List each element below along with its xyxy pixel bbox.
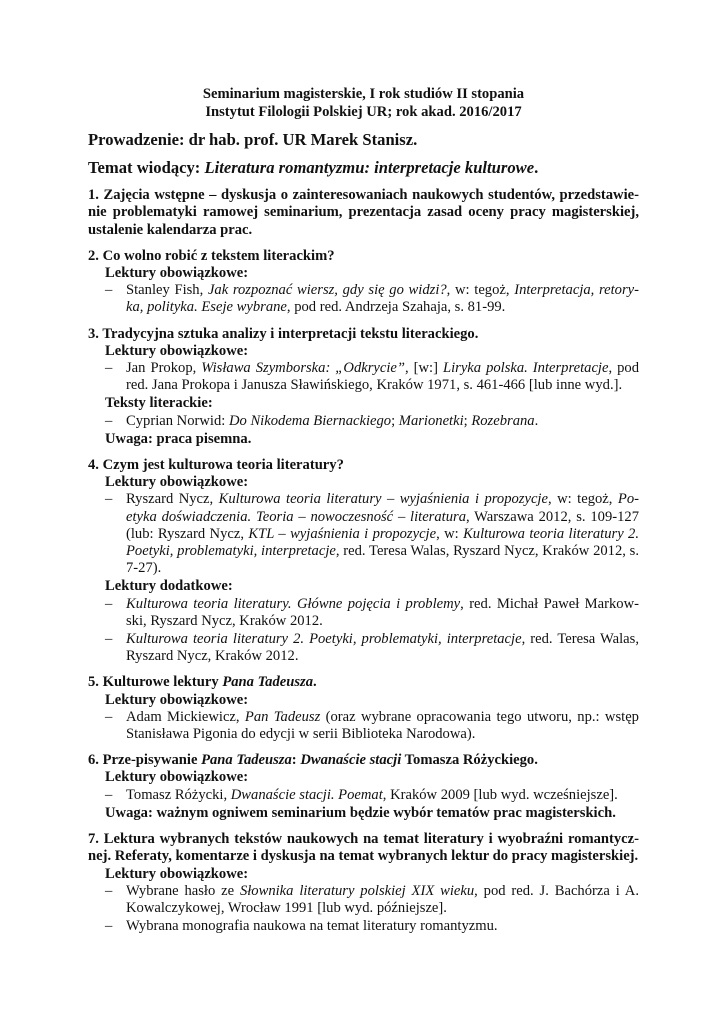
- section-6-note: Uwaga: ważnym ogniwem seminarium będzie wybór tematów prac magisterskich.: [105, 804, 616, 821]
- dash-bullet: –: [105, 595, 113, 612]
- section-3: [88, 326, 639, 448]
- section-4-list-1: [88, 491, 639, 577]
- section-7: [88, 831, 639, 935]
- dash-bullet: –: [105, 491, 113, 508]
- dash-bullet: –: [105, 786, 113, 803]
- section-7-list: [88, 883, 639, 936]
- section-1: [88, 187, 639, 239]
- document-title-line-2: Instytut Filologii Polskiej UR; rok akad. 2016/2017: [205, 103, 522, 120]
- section-3-heading: 3. Tradycyjna sztuka analizy i interpretacji tekstu literackiego.: [88, 325, 479, 342]
- section-3-list-2: [88, 413, 639, 430]
- section-5-heading: 5. Kulturowe lektury Pana Tadeusza.: [88, 674, 317, 691]
- section-3-list-1: [88, 360, 639, 394]
- dash-bullet: –: [105, 882, 113, 899]
- list-item: – Wybrane hasło ze Słownika literatury polskiej XIX wieku, pod red. J. Bachórza i A. Kowalczykowej, Wrocław 1991 [lub wyd. późniejsze].: [105, 882, 639, 916]
- section-4-heading: 4. Czym jest kulturowa teoria literatury?: [88, 457, 344, 474]
- section-2-heading: 2. Co wolno robić z tekstem literackim?: [88, 247, 335, 264]
- section-4-list-2: [88, 596, 639, 666]
- list-item: – Stanley Fish, Jak rozpoznać wiersz, gdy się go widzi?, w: tegoż, Interpretacja, retory-ka, polityka. Eseje wybrane, pod red. Andrzeja Szahaja, s. 81-99.: [105, 282, 639, 316]
- section-5-required-label: Lektury obowiązkowe:: [105, 691, 249, 708]
- section-7-required-label: Lektury obowiązkowe:: [105, 865, 249, 882]
- dash-bullet: –: [105, 282, 113, 299]
- section-1-heading: 1. Zajęcia wstępne – dyskusja o zainteresowaniach naukowych studentów, przedstawie-nie problematyki ramowej seminarium, prezentacja zasad oceny pracy magisterskiej, ustalenie kalendarza prac.: [88, 187, 639, 238]
- section-7-heading: 7. Lektura wybranych tekstów naukowych na temat literatury i wyobraźni romantycz-nej. Referaty, komentarze i dyskusja na temat wybranych lektur do pracy magisterskiej.: [88, 831, 639, 865]
- topic-label: Temat wiodący:: [88, 158, 205, 178]
- document-title-line-1: Seminarium magisterskie, I rok studiów II stopania: [202, 86, 525, 102]
- topic-line: [88, 158, 639, 178]
- list-item: – Wybrana monografia naukowa na temat literatury romantyzmu.: [105, 918, 498, 935]
- topic-title: Literatura romantyzmu: interpretacje kulturowe: [204, 158, 535, 178]
- section-6: [88, 752, 639, 822]
- dash-bullet: –: [105, 412, 113, 429]
- list-item: – Cyprian Norwid: Do Nikodema Biernackiego; Marionetki; Rozebrana.: [105, 412, 539, 429]
- section-6-list: [88, 787, 639, 804]
- list-item: – Tomasz Różycki, Dwanaście stacji. Poemat, Kraków 2009 [lub wyd. wcześniejsze].: [105, 786, 618, 803]
- section-3-texts-label: Teksty literackie:: [105, 395, 213, 412]
- dash-bullet: –: [105, 631, 113, 648]
- topic-end: .: [534, 158, 539, 178]
- section-6-heading: 6. Prze-pisywanie Pana Tadeusza: Dwanaście stacji Tomasza Różyckiego.: [88, 752, 538, 769]
- section-3-note: Uwaga: praca pisemna.: [105, 430, 252, 447]
- section-5: [88, 674, 639, 743]
- section-2: [88, 248, 639, 317]
- list-item: – Ryszard Nycz, Kulturowa teoria literatury – wyjaśnienia i propozycje, w: tegoż, Po-etyka doświadczenia. Teoria – nowoczesność – literatura, Warszawa 2012, s. 109-127 (lub: Ryszard Nycz, KTL – wyjaśnienia i propozycje, w: Kulturowa teoria literatury 2. Poetyki, problematyki, interpretacje, red. Teresa Walas, Ryszard Nycz, Kraków 2012, s. 7-27).: [105, 491, 639, 577]
- section-2-required-label: Lektury obowiązkowe:: [105, 265, 249, 281]
- dash-bullet: –: [105, 708, 113, 725]
- list-item: – Kulturowa teoria literatury 2. Poetyki, problematyki, interpretacje, red. Teresa Walas, Ryszard Nycz, Kraków 2012.: [105, 631, 639, 665]
- section-3-required-label: Lektury obowiązkowe:: [105, 342, 249, 359]
- list-item: – Kulturowa teoria literatury. Główne pojęcia i problemy, red. Michał Paweł Markow-ski, Ryszard Nycz, Kraków 2012.: [105, 595, 639, 629]
- dash-bullet: –: [105, 360, 113, 377]
- section-4-additional-label: Lektury dodatkowe:: [105, 578, 233, 595]
- section-5-list: [88, 709, 639, 743]
- section-4-required-label: Lektury obowiązkowe:: [105, 474, 249, 491]
- leader-line: Prowadzenie: dr hab. prof. UR Marek Stanisz.: [88, 130, 418, 150]
- section-4: [88, 457, 639, 665]
- list-item: – Jan Prokop, Wisława Szymborska: „Odkrycie”, [w:] Liryka polska. Interpretacje, pod red. Jana Prokopa i Janusza Sławińskiego, Kraków 1971, s. 461-466 [lub inne wyd.].: [105, 360, 639, 394]
- section-6-required-label: Lektury obowiązkowe:: [105, 769, 249, 786]
- dash-bullet: –: [105, 918, 113, 935]
- list-item: – Adam Mickiewicz, Pan Tadeusz (oraz wybrane opracowania tego utworu, np.: wstęp Stanisława Pigonia do edycji w serii Biblioteka Narodowa).: [105, 708, 639, 743]
- section-2-list: [88, 282, 639, 316]
